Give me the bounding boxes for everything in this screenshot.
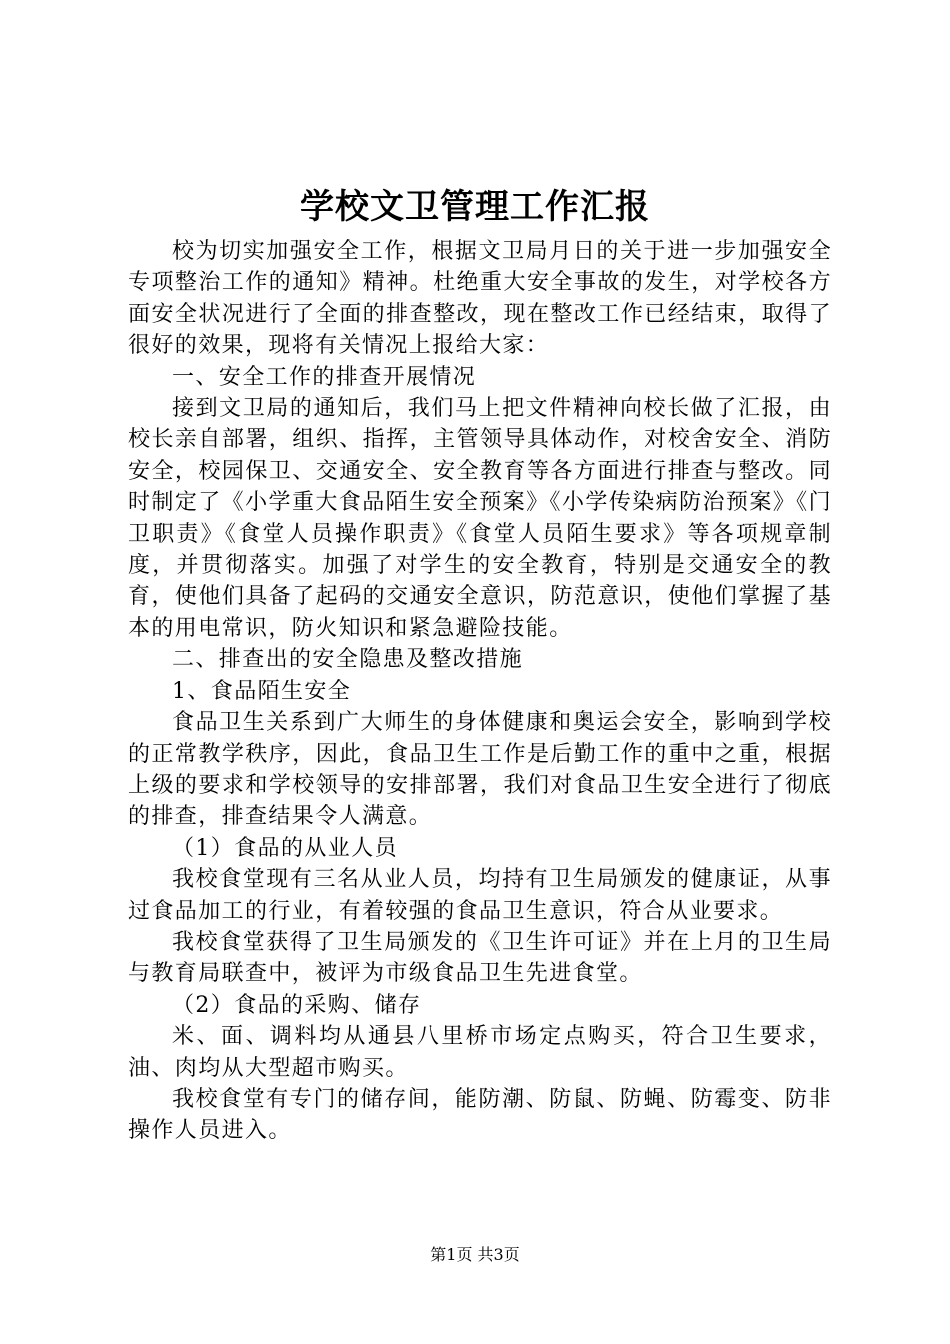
subsection-heading-food-safety: 1、食品陌生安全 (172, 678, 352, 704)
document-body (128, 236, 832, 1147)
paragraph-storage: 我校食堂有专门的储存间，能防潮、防鼠、防蝇、防霉变、防非操作人员进入。 (128, 1086, 832, 1144)
paragraph-license: 我校食堂获得了卫生局颁发的《卫生许可证》并在上月的卫生局与教育局联查中，被评为市级食品卫生先进食堂。 (128, 929, 832, 987)
section-heading-2: 二、排查出的安全隐患及整改措施 (172, 647, 524, 673)
item-heading-staff: （1）食品的从业人员 (172, 835, 398, 861)
paragraph-investigation: 接到文卫局的通知后，我们马上把文件精神向校长做了汇报，由校长亲自部署，组织、指挥，主管领导具体动作，对校舍安全、消防安全，校园保卫、交通安全、安全教育等各方面进行排查与整改。同时制定了《小学重大食品陌生安全预案》《小学传染病防治预案》《门卫职责》《食堂人员操作职责》《食堂人员陌生要求》等各项规章制度，并贯彻落实。加强了对学生的安全教育，特别是交通安全的教育，使他们具备了起码的交通安全意识，防范意识，使他们掌握了基本的用电常识，防火知识和紧急避险技能。 (128, 396, 832, 641)
paragraph-intro: 校为切实加强安全工作，根据文卫局月日的关于进一步加强安全专项整治工作的通知》精神。杜绝重大安全事故的发生，对学校各方面安全状况进行了全面的排查整改，现在整改工作已经结束，取得了很好的效果，现将有关情况上报给大家： (128, 239, 832, 359)
paragraph-purchase: 米、面、调料均从通县八里桥市场定点购买，符合卫生要求，油、肉均从大型超市购买。 (128, 1024, 832, 1081)
document-title: 学校文卫管理工作汇报 (300, 187, 650, 227)
section-heading-1: 一、安全工作的排查开展情况 (172, 364, 477, 390)
page-footer: 第1页 共3页 (430, 1245, 520, 1264)
item-heading-purchase: （2）食品的采购、储存 (172, 992, 422, 1018)
paragraph-staff: 我校食堂现有三名从业人员，均持有卫生局颁发的健康证，从事过食品加工的行业，有着较强的食品卫生意识，符合从业要求。 (128, 867, 832, 924)
paragraph-food-hygiene: 食品卫生关系到广大师生的身体健康和奥运会安全，影响到学校的正常教学秩序，因此，食品卫生工作是后勤工作的重中之重，根据上级的要求和学校领导的安排部署，我们对食品卫生安全进行了彻底的排查，排查结果令人满意。 (128, 710, 832, 830)
